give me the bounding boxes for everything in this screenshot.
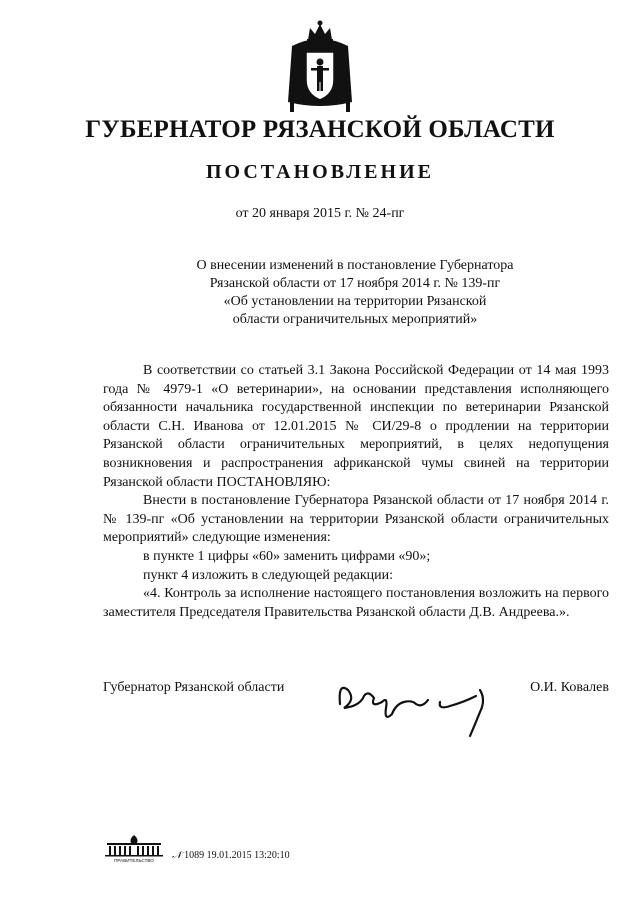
document-date-number: от 20 января 2015 г. № 24-пг [235, 206, 405, 221]
body-paragraph: пункт 4 изложить в следующей редакции: [143, 567, 393, 583]
document-body [103, 362, 609, 622]
body-paragraph: Внести в постановление Губернатора Рязанской области от 17 ноября 2014 г. № 139-пг «Об установлении на территории Рязанской области ограничительных мероприятий» следующие изменения: [103, 493, 609, 546]
handwritten-signature [330, 660, 500, 740]
document-subject [180, 257, 530, 329]
government-building-logo [103, 833, 165, 863]
issuing-authority-title: ГУБЕРНАТОР РЯЗАНСКОЙ ОБЛАСТИ [85, 116, 555, 143]
registration-mark-icon: 𝒩 [172, 850, 182, 861]
subject-line: Рязанской области от 17 ноября 2014 г. № 139-пг [209, 276, 501, 291]
coat-of-arms-emblem [286, 18, 354, 114]
registration-number-datetime: 1089 19.01.2015 13:20:10 [184, 850, 290, 861]
subject-line: О внесении изменений в постановление Губернатора [196, 258, 514, 273]
signatory-position: Губернатор Рязанской области [103, 680, 285, 695]
subject-line: области ограничительных мероприятий» [232, 312, 478, 327]
subject-line: «Об установлении на территории Рязанской [223, 294, 487, 309]
document-type-title: ПОСТАНОВЛЕНИЕ [206, 161, 434, 183]
body-paragraph: «4. Контроль за исполнение настоящего постановления возложить на первого заместителя Председателя Правительства Рязанской области Д.В. Андреева.». [103, 586, 609, 620]
signature-block [103, 680, 609, 700]
signatory-name: О.И. Ковалев [530, 680, 609, 695]
logo-caption: ПРАВИТЕЛЬСТВО [114, 858, 154, 863]
body-paragraph: в пункте 1 цифры «60» заменить цифрами «90»; [143, 548, 431, 564]
registration-stamp [172, 850, 290, 861]
body-paragraph: В соответствии со статьей 3.1 Закона Российской Федерации от 14 мая 1993 года № 4979-1 «О ветеринарии», на основании представления исполняющего обязанности начальника государственной инспекции по ветеринарии Рязанской области С.Н. Иванова от 12.01.2015 № СИ/29-8 о продлении на территории Рязанской области ограничительных мероприятий, в целях недопущения возникновения и распространения африканской чумы свиней на территории Рязанской области ПОСТАНОВЛЯЮ: [103, 363, 609, 490]
